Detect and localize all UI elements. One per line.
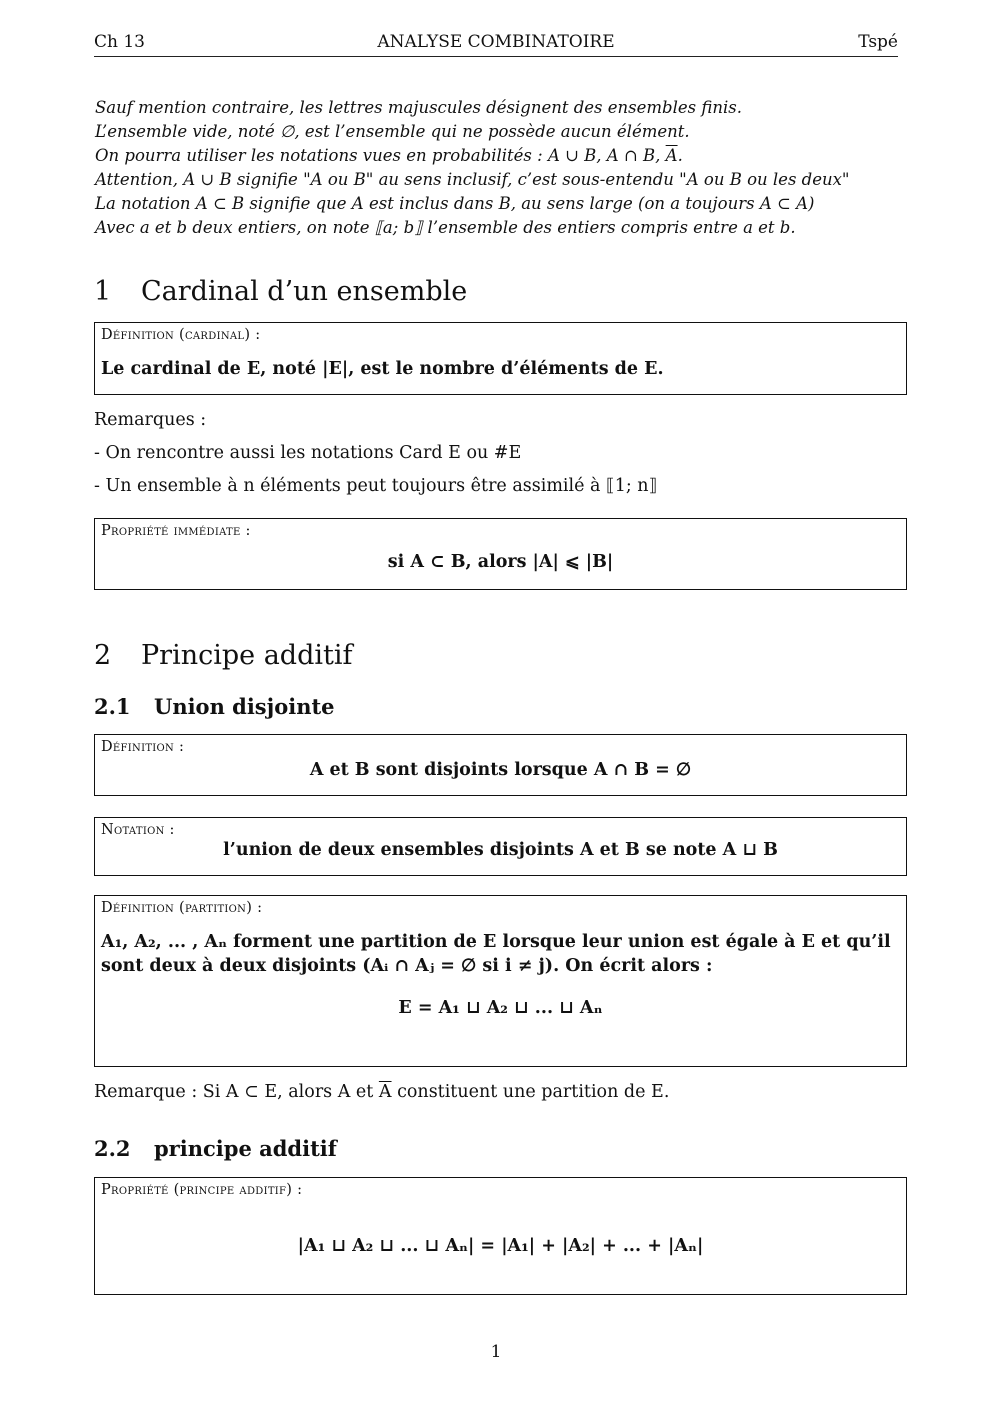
remark-line: - Un ensemble à n éléments peut toujours être assimilé à ⟦1; n⟧ [94,476,658,496]
box-label: Propriété (principe additif) : [101,1182,303,1198]
section-heading [94,640,352,671]
definition-box-disjoint [94,734,907,796]
remark-line: Remarque : Si A ⊂ E, alors A et $\overline{A}$ constituent une partition de E. [94,1082,670,1102]
subsection-number: 2.2 [94,1136,131,1161]
notation-text: l’union de deux ensembles disjoints A et B se note A ⊔ B [223,840,778,860]
definition-text-line: sont deux à deux disjoints (Aᵢ ∩ Aⱼ = ∅ si i ≠ j). On écrit alors : [101,956,713,976]
class-label: Tspé [858,32,898,52]
box-label: Définition : [101,739,185,755]
definition-box-partition [94,895,907,1067]
subsection-title: principe additif [154,1136,337,1161]
intro-line: Attention, A ∪ B signifie "A ou B" au sens inclusif, c’est sous-entendu "A ou B ou les deux" [95,170,850,189]
intro-line: Avec a et b deux entiers, on note ⟦a; b⟧ l’ensemble des entiers compris entre a et b. [95,218,796,237]
page-number: 1 [490,1342,502,1362]
chapter-label: Ch 13 [94,32,145,52]
section-heading [94,276,467,307]
remark-line: - On rencontre aussi les notations Card E ou #E [94,443,522,463]
complement-symbol: $\overline{A}$ [378,1082,392,1102]
definition-text: Le cardinal de E, noté |E|, est le nombre d’éléments de E. [101,359,664,379]
property-box-additive [94,1177,907,1295]
intro-line: Sauf mention contraire, les lettres majuscules désignent des ensembles finis. [95,98,742,117]
property-box-immediate [94,518,907,590]
additive-formula: |A₁ ⊔ A₂ ⊔ ... ⊔ Aₙ| = |A₁| + |A₂| + ... + |Aₙ| [297,1236,704,1256]
running-header [94,32,898,57]
section-number: 1 [94,276,112,307]
definition-text: A et B sont disjoints lorsque A ∩ B = ∅ [309,760,692,780]
definition-text-line: A₁, A₂, ... , Aₙ forment une partition de E lorsque leur union est égale à E et qu’il [101,932,891,952]
partition-formula: E = A₁ ⊔ A₂ ⊔ ... ⊔ Aₙ [398,998,603,1018]
box-label: Définition (partition) : [101,900,263,916]
section-title: Cardinal d’un ensemble [141,276,468,307]
complement-symbol: $\overline{A}$ [665,146,678,165]
document-title: ANALYSE COMBINATOIRE [377,32,615,52]
property-text: si A ⊂ B, alors |A| ⩽ |B| [387,552,614,572]
intro-line: La notation A ⊂ B signifie que A est inclus dans B, au sens large (on a toujours A ⊂ A) [95,194,815,213]
subsection-title: Union disjointe [154,694,335,719]
section-number: 2 [94,640,112,671]
intro-line: L’ensemble vide, noté ∅, est l’ensemble qui ne possède aucun élément. [95,122,690,141]
subsection-heading [94,694,335,719]
intro-line: On pourra utiliser les notations vues en probabilités : A ∪ B, A ∩ B, $\overline{A}$. [95,146,683,165]
subsection-number: 2.1 [94,694,131,719]
notation-box [94,817,907,876]
definition-box-cardinal [94,322,907,395]
intro-notes [95,96,915,240]
remarks-title: Remarques : [94,410,207,430]
box-label: Propriété immédiate : [101,523,251,539]
box-label: Définition (cardinal) : [101,327,261,343]
box-label: Notation : [101,822,175,838]
subsection-heading [94,1136,337,1161]
section-title: Principe additif [141,640,353,671]
